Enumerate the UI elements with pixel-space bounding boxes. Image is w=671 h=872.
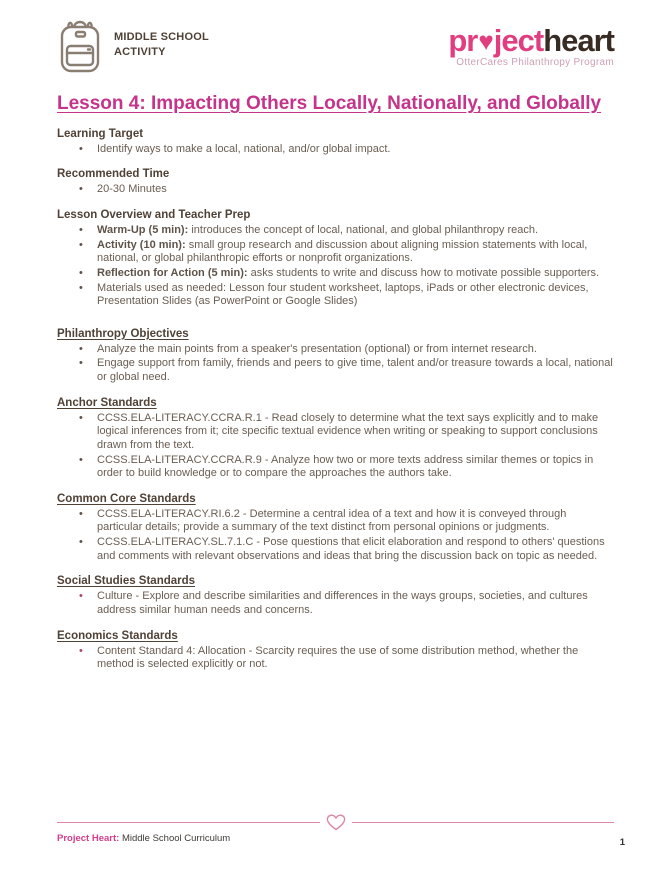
list-item: [57, 454, 614, 481]
section-economics-standards: [57, 630, 614, 672]
item-body: introduces the concept of local, national, and global philanthropy reach.: [188, 224, 539, 236]
section-heading: Anchor Standards: [57, 396, 157, 409]
item-text: Engage support from family, friends and peers to give time, talent and/or treasure towards a local, national or global need.: [97, 357, 613, 383]
bullet-list: [57, 143, 614, 157]
footer-brand: Project Heart:: [57, 833, 120, 844]
section-philanthropy-objectives: [57, 328, 614, 385]
bullet-icon: •: [79, 224, 83, 236]
bullet-list: [57, 412, 614, 481]
badge-line2: ACTIVITY: [114, 46, 166, 58]
item-text: CCSS.ELA-LITERACY.RI.6.2 - Determine a central idea of a text and how it is conveyed through particular details; provide a summary of the text distinct from personal opinions or judgments.: [97, 507, 567, 534]
list-item: [57, 508, 614, 535]
logo-text-ject: ject: [493, 23, 544, 58]
badge-label: [114, 30, 209, 60]
backpack-icon: [57, 15, 103, 75]
item-body: small group research and discussion about aligning mission statements with local, national, or global philanthropic efforts or nonprofit organizations.: [97, 238, 588, 265]
section-heading: Economics Standards: [57, 629, 178, 642]
list-item: [57, 536, 614, 563]
item-text: 20-30 Minutes: [97, 183, 167, 196]
item-bold-prefix: Warm-Up (5 min):: [97, 224, 189, 236]
list-item: [57, 282, 614, 309]
logo-tagline: OtterCares Philanthropy Program: [456, 57, 614, 68]
item-text: [97, 239, 614, 266]
list-item: [57, 267, 614, 281]
bullet-icon: •: [79, 183, 83, 196]
section-lesson-overview: [57, 209, 614, 309]
section-anchor-standards: [57, 397, 614, 481]
divider-line-left: [57, 822, 320, 823]
bullet-list: [57, 343, 614, 385]
divider-line-right: [352, 822, 615, 823]
project-heart-logo: [448, 25, 614, 68]
heart-outline-icon: [325, 813, 347, 832]
list-item: [57, 343, 614, 357]
section-learning-target: [57, 128, 614, 157]
item-bold-prefix: Activity (10 min):: [97, 238, 186, 251]
list-item: [57, 239, 614, 266]
bullet-icon: •: [79, 238, 83, 251]
list-item: [57, 357, 614, 384]
bullet-list: [57, 183, 614, 197]
list-item: [57, 143, 614, 157]
bullet-icon: •: [79, 536, 83, 548]
logo-wordmark: [448, 25, 614, 56]
list-item: [57, 412, 614, 453]
section-heading: Learning Target: [57, 127, 144, 140]
item-text: Culture - Explore and describe similarities and differences in the ways groups, societies, and cultures address similar human needs and concerns.: [97, 590, 588, 616]
bullet-icon: •: [79, 644, 83, 657]
footer-divider: [57, 813, 614, 832]
badge-line1: MIDDLE SCHOOL: [114, 31, 209, 44]
page-number: 1: [619, 837, 625, 848]
lesson-title: Lesson 4: Impacting Others Locally, Nationally, and Globally: [57, 93, 602, 114]
item-text: [97, 267, 599, 281]
logo-text-heart: heart: [543, 23, 614, 58]
bullet-icon: •: [79, 266, 83, 279]
section-heading: Recommended Time: [57, 168, 170, 181]
item-text: Analyze the main points from a speaker's presentation (optional) or from internet research.: [97, 342, 537, 355]
item-text: [97, 282, 614, 309]
item-bold-prefix: Reflection for Action (5 min):: [97, 266, 248, 279]
item-text: CCSS.ELA-LITERACY.CCRA.R.1 - Read closely to determine what the text says explicitly and to make logical inferences from it; cite specific textual evidence when writing or speaking to support conclusions drawn from the text.: [97, 411, 599, 451]
bullet-list: [57, 645, 614, 672]
bullet-icon: •: [79, 342, 83, 355]
bullet-icon: •: [79, 281, 83, 294]
list-item: [57, 224, 614, 238]
section-common-core-standards: [57, 493, 614, 564]
item-text: CCSS.ELA-LITERACY.SL.7.1.C - Pose questions that elicit elaboration and respond to others' questions and comments with relevant observations and ideas that bring the discussion back on topic as needed.: [97, 536, 605, 562]
bullet-icon: •: [79, 142, 83, 155]
bullet-list: [57, 224, 614, 309]
bullet-icon: •: [79, 357, 83, 370]
footer-credit: [57, 833, 230, 844]
bullet-icon: •: [79, 507, 83, 520]
logo-text-pr: pr: [448, 23, 478, 58]
item-body: Materials used as needed: Lesson four student worksheet, laptops, iPads or other electronic devices, Presentation Slides (as PowerPoint or Google Slides): [97, 281, 589, 308]
bullet-list: [57, 508, 614, 564]
section-heading: Lesson Overview and Teacher Prep: [57, 209, 251, 221]
item-body: asks students to write and discuss how to motivate possible supporters.: [247, 266, 600, 279]
bullet-icon: •: [79, 590, 83, 603]
bullet-icon: •: [79, 411, 83, 424]
footer-credit-text: Middle School Curriculum: [119, 833, 231, 844]
section-heading: Social Studies Standards: [57, 575, 196, 588]
item-text: [97, 224, 538, 238]
section-recommended-time: [57, 168, 614, 197]
bullet-list: [57, 590, 614, 617]
bullet-icon: •: [79, 453, 83, 466]
section-social-studies-standards: [57, 575, 614, 617]
item-text: CCSS.ELA-LITERACY.CCRA.R.9 - Analyze how two or more texts address similar themes or topics in order to build knowledge or to compare the approaches the authors take.: [97, 453, 594, 480]
middle-school-badge: [57, 15, 209, 75]
list-item: [57, 183, 614, 197]
section-heading: Philanthropy Objectives: [57, 327, 189, 340]
heart-icon: ♥: [478, 26, 493, 56]
list-item: [57, 590, 614, 617]
list-item: [57, 645, 614, 672]
item-text: Content Standard 4: Allocation - Scarcity requires the use of some distribution method, whether the method is selected explicitly or not.: [97, 644, 579, 671]
section-heading: Common Core Standards: [57, 492, 196, 505]
item-text: Identify ways to make a local, national, and/or global impact.: [97, 142, 391, 155]
header: [57, 15, 614, 75]
